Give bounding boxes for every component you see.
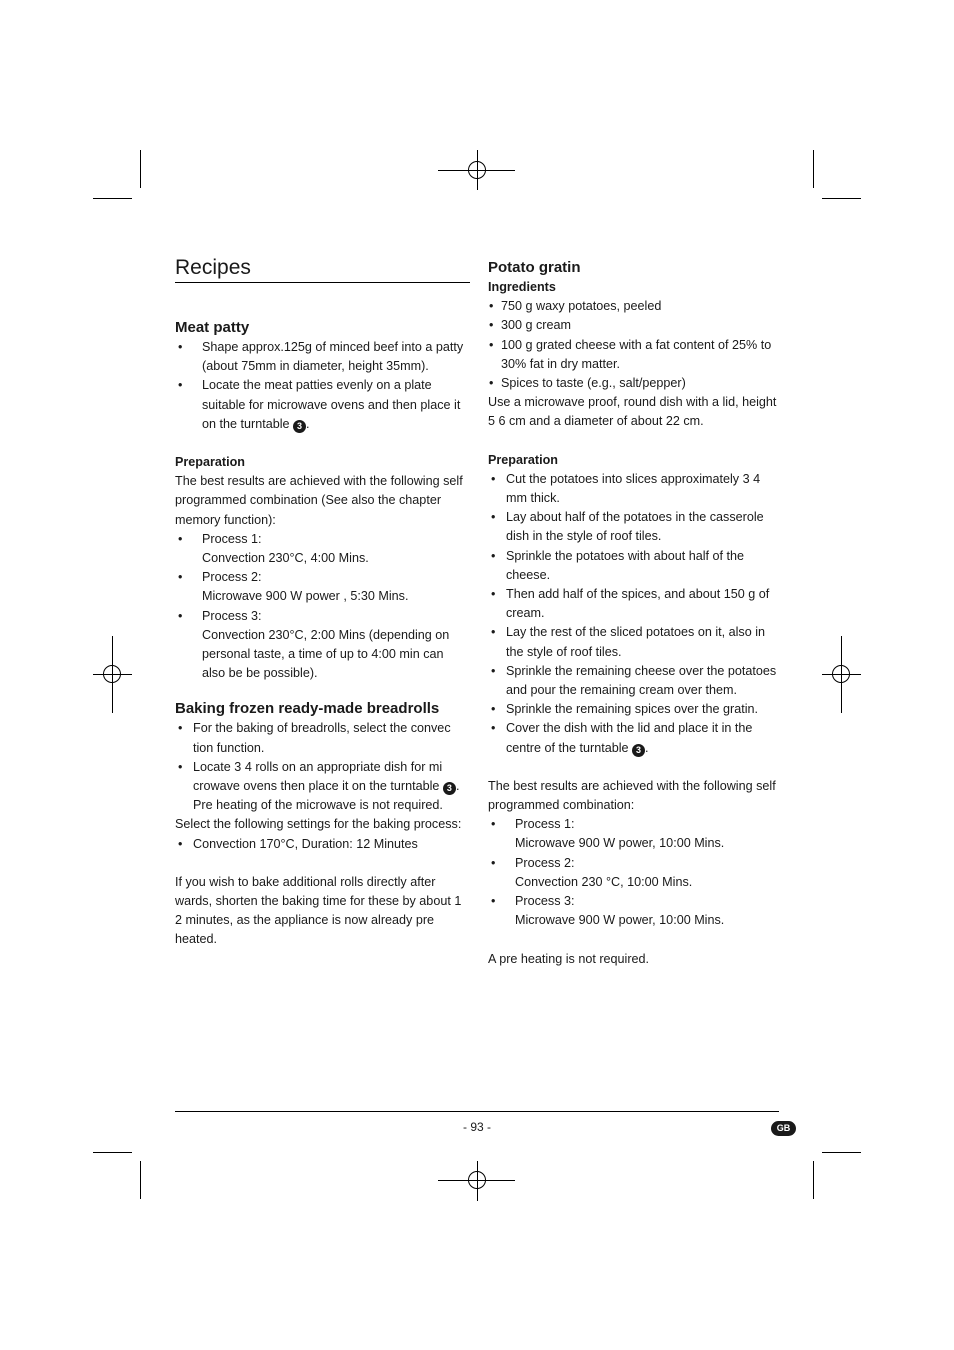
list-item: • Sprinkle the remaining cheese over the potatoes and pour the remaining cream over them. xyxy=(488,662,783,700)
gratin-preparation-heading: Preparation xyxy=(488,452,558,467)
list-item: • Process 2: Convection 230 °C, 10:00 Mins. xyxy=(488,854,783,892)
list-item: • Convection 170°C, Duration: 12 Minutes xyxy=(175,835,470,854)
gratin-combo-intro: The best results are achieved with the following self programmed combination: xyxy=(488,778,776,813)
list-item: • Then add half of the spices, and about 150 g of cream. xyxy=(488,585,783,623)
breadrolls-settings xyxy=(175,835,470,854)
list-item: • 750 g waxy potatoes, peeled xyxy=(488,297,783,316)
breadrolls-settings-intro: Select the following settings for the baking process: xyxy=(175,817,462,832)
list-item: • Process 2: Microwave 900 W power , 5:30 Mins. xyxy=(175,568,470,606)
breadrolls-steps xyxy=(175,719,470,815)
list-item: • For the baking of breadrolls, select the convec tion function. xyxy=(175,719,470,757)
breadrolls-additional: If you wish to bake additional rolls directly after wards, shorten the baking time for these by about 1 2 minutes, as the appliance is now already pre heated. xyxy=(175,874,462,947)
list-item: • Sprinkle the remaining spices over the gratin. xyxy=(488,700,783,719)
page-title: Recipes xyxy=(175,252,470,283)
turntable-ref-badge: 3 xyxy=(443,782,456,795)
list-item: • Spices to taste (e.g., salt/pepper) xyxy=(488,374,783,393)
ingredients-list xyxy=(488,297,783,393)
dish-note: Use a microwave proof, round dish with a lid, height 5 6 cm and a diameter of about 22 cm. xyxy=(488,395,777,429)
list-item: • 300 g cream xyxy=(488,316,783,335)
list-item: • Process 1: Microwave 900 W power, 10:00 Mins. xyxy=(488,815,783,853)
list-item: • Process 3: Microwave 900 W power, 10:00 Mins. xyxy=(488,892,783,930)
page-number: - 93 - xyxy=(462,1120,491,1134)
gratin-processes xyxy=(488,815,783,930)
potato-gratin-heading: Potato gratin xyxy=(488,259,581,276)
breadrolls-heading: Baking frozen ready-made breadrolls xyxy=(175,700,440,718)
turntable-ref-badge: 3 xyxy=(632,744,645,757)
meat-patty-prep-intro: The best results are achieved with the following self programmed combination (See also the chapter memory function): xyxy=(175,474,463,527)
language-badge: GB xyxy=(771,1121,796,1136)
list-item: • Lay the rest of the sliced potatoes on it, also in the style of roof tiles. xyxy=(488,623,783,661)
list-item: • Cover the dish with the lid and place it in the centre of the turntable 3 . xyxy=(488,719,783,757)
meat-patty-processes xyxy=(175,530,470,684)
meat-patty-steps xyxy=(175,338,470,434)
list-item: • Process 1: Convection 230°C, 4:00 Mins. xyxy=(175,530,470,568)
list-item: • Cut the potatoes into slices approximately 3 4 mm thick. xyxy=(488,470,783,508)
turntable-ref-badge: 3 xyxy=(293,420,306,433)
list-item: • Process 3: Convection 230°C, 2:00 Mins (depending on personal taste, a time of up to 4:00 min can also be be possible). xyxy=(175,607,470,684)
list-item: • Lay about half of the potatoes in the casserole dish in the style of roof tiles. xyxy=(488,508,783,546)
meat-patty-preparation-heading: Preparation xyxy=(175,455,245,470)
footer-divider xyxy=(175,1111,779,1112)
right-column xyxy=(488,252,783,969)
gratin-closing: A pre heating is not required. xyxy=(488,951,650,966)
gratin-prep-steps xyxy=(488,470,783,758)
meat-patty-heading: Meat patty xyxy=(175,319,250,336)
list-item: • 100 g grated cheese with a fat content of 25% to 30% fat in dry matter. xyxy=(488,336,783,374)
list-item: • Shape approx.125g of minced beef into a patty (about 75mm in diameter, height 35mm). xyxy=(175,338,470,376)
list-item: • Locate the meat patties evenly on a plate suitable for microwave ovens and then place it on the turntable 3 . xyxy=(175,376,470,434)
list-item: • Sprinkle the potatoes with about half of the cheese. xyxy=(488,547,783,585)
left-column xyxy=(175,252,470,950)
ingredients-heading: Ingredients xyxy=(488,280,556,294)
list-item: • Locate 3 4 rolls on an appropriate dish for mi crowave ovens then place it on the turntable 3 . Pre heating of the microwave is not required. xyxy=(175,758,470,816)
